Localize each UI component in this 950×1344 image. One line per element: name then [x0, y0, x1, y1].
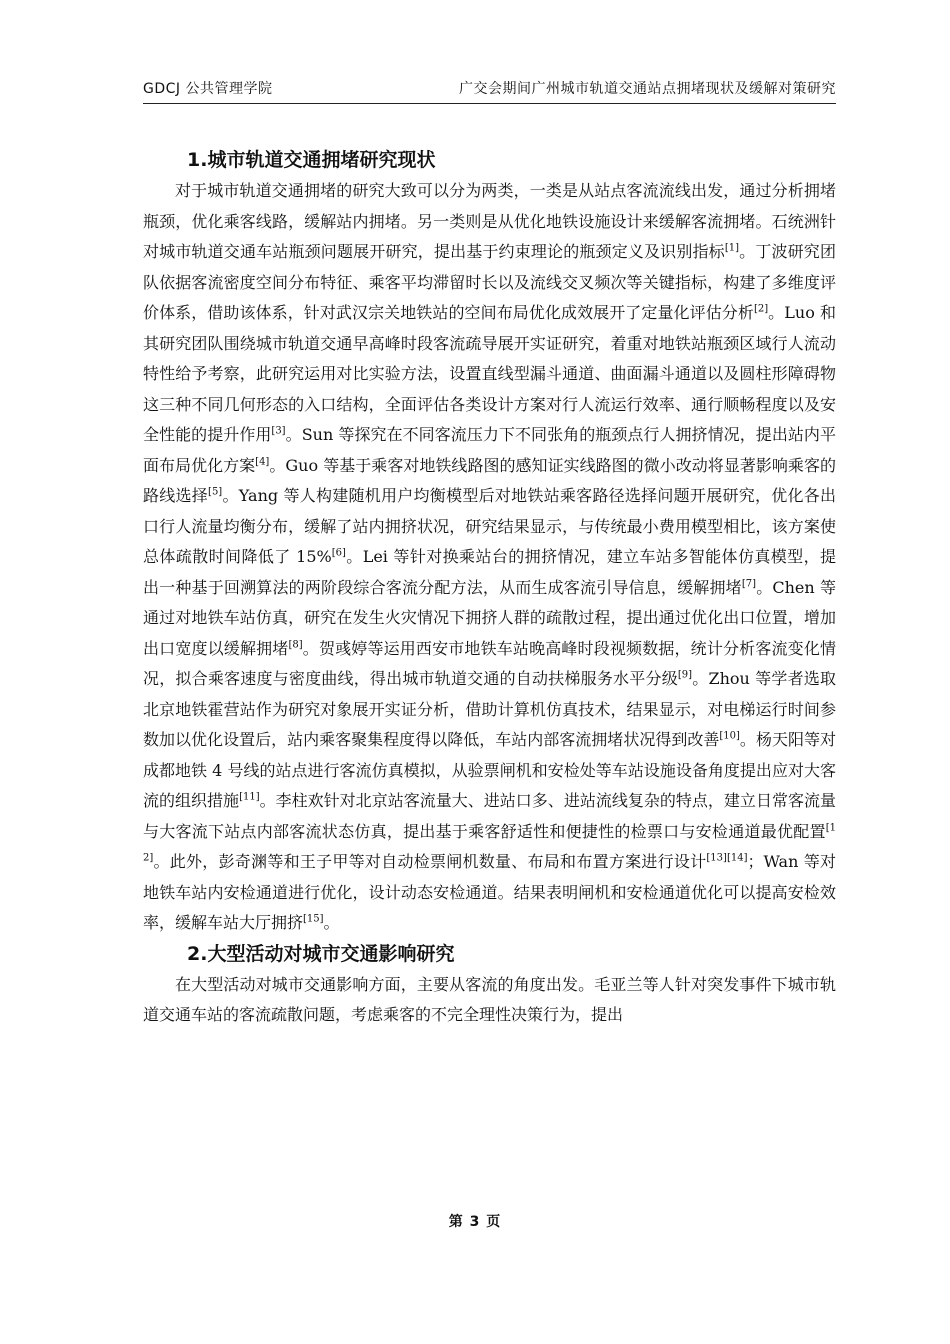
section-2-heading: 2.大型活动对城市交通影响研究 [187, 942, 455, 965]
citation-marker: [6] [331, 547, 346, 559]
citation-marker: [10] [719, 730, 740, 742]
citation-marker: [12] [143, 822, 836, 864]
section-2-paragraph: 在大型活动对城市交通影响方面，主要从客流的角度出发。毛亚兰等人针对突发事件下城市轨道交通车站的客流疏散问题，考虑乘客的不完全理性决策行为，提出 [143, 974, 836, 1024]
citation-marker: [5] [208, 486, 223, 498]
citation-marker: [9] [677, 669, 693, 681]
citation-marker: [15] [303, 913, 324, 925]
citation-marker: [4] [255, 456, 270, 468]
citation-marker: [14] [726, 852, 748, 864]
citation-marker: [7] [741, 578, 757, 590]
citation-marker: [11] [239, 791, 260, 803]
citation-marker: [13] [706, 852, 727, 864]
citation-marker: [3] [271, 425, 286, 437]
page-number: 第 3 页 [448, 1214, 502, 1230]
header-divider [143, 103, 836, 104]
section-1-heading: 1.城市轨道交通拥堵研究现状 [187, 149, 436, 171]
citation-marker: [1] [724, 242, 739, 254]
header-institution: GDCJ 公共管理学院 [143, 81, 273, 97]
header-paper-title: 广交会期间广州城市轨道交通站点拥堵现状及缓解对策研究 [459, 81, 836, 97]
citation-marker: [8] [288, 639, 303, 651]
main-content [143, 145, 836, 1031]
section-1-paragraph: 对于城市轨道交通拥堵的研究大致可以分为两类，一类是从站点客流流线出发，通过分析拥堵瓶颈，优化乘客线路，缓解站内拥堵。另一类则是从优化地铁设施设计来缓解客流拥堵。石统洲针对城市轨道交通车站瓶颈问题展开研究，提出基于约束理论的瓶颈定义及识别指标[1]。丁波研究团队依据客流密度空间分布特征、乘客平均滞留时长以及流线交叉频次等关键指标，构建了多维度评价体系，借助该体系，针对武汉宗关地铁站的空间布局优化成效展开了定量化评估分析[2]。Luo 和其研究团队围绕城市轨道交通早高峰时段客流疏导展开实证研究，着重对地铁站瓶颈区域行人流动特性给予考察，此研究运用对比实验方法，设置直线型漏斗通道、曲面漏斗通道以及圆柱形障碍物这三种不同几何形态的入口结构，全面评估各类设计方案对行人流运行效率、通行顺畅程度以及安全性能的提升作用[3]。Sun 等探究在不同客流压力下不同张角的瓶颈点行人拥挤情况，提出站内平面布局优化方案[4]。Guo 等基于乘客对地铁线路图的感知证实线路图的微小改动将显著影响乘客的路线选择[5]。Yang 等人构建随机用户均衡模型后对地铁站乘客路径选择问题开展研究，优化各出口行人流量均衡分布，缓解了站内拥挤状况，研究结果显示，与传统最小费用模型相比，该方案使总体疏散时间降低了 15%[6]。Lei 等针对换乘站台的拥挤情况，建立车站多智能体仿真模型，提出一种基于回溯算法的两阶段综合客流分配方法，从而生成客流引导信息，缓解拥堵[7]。Chen 等通过对地铁车站仿真，研究在发生火灾情况下拥挤人群的疏散过程，提出通过优化出口位置，增加出口宽度以缓解拥堵[8]。贺彧婷等运用西安市地铁车站晚高峰时段视频数据，统计分析客流变化情况，拟合乘客速度与密度曲线，得出城市轨道交通的自动扶梯服务水平分级[9]。Zhou 等学者选取北京地铁霍营站作为研究对象展开实证分析，借助计算机仿真技术，结果显示，对电梯运行时间参数加以优化设置后，站内乘客聚集程度得以降低，车站内部客流拥堵状况得到改善[10]。杨天阳等对成都地铁 4 号线的站点进行客流仿真模拟，从验票闸机和安检处等车站设施设备角度提出应对大客流的组织措施[11]。李柱欢针对北京站客流量大、进站口多、进站流线复杂的特点，建立日常客流量与大客流下站点内部客流状态仿真，提出基于乘客舒适性和便捷性的检票口与安检通道最优配置[12]。此外，彭奇渊等和王子甲等对自动检票闸机数量、布局和布置方案进行设计[13][14]；Wan 等对地铁车站内安检通道进行优化，设计动态安检通道。结果表明闸机和安检通道优化可以提高安检效率，缓解车站大厅拥挤[15]。 [143, 181, 836, 932]
citation-marker: [2] [753, 303, 769, 315]
running-header [143, 78, 836, 102]
